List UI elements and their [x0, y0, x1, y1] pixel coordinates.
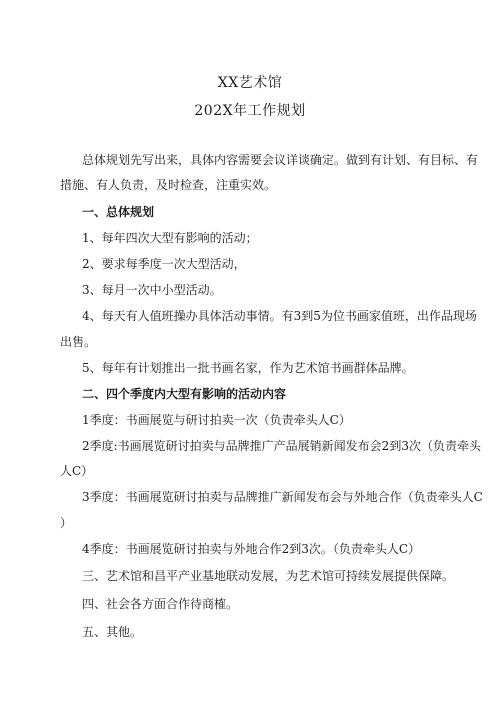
- plan-item-3: 3、每月一次中小型活动。: [82, 283, 222, 297]
- plan-item-5: 5、每年有计划推出一批书画名家，作为艺术馆书画群体品牌。: [82, 361, 414, 375]
- plan-item-4-line-2: 出售。: [60, 335, 97, 349]
- document-title-plan: [0, 100, 500, 120]
- section-heading-1: 一、总体规划: [82, 205, 155, 219]
- plan-item-2: 2、要求每季度一次大型活动，: [82, 257, 246, 271]
- section-heading-2: 二、四个季度内大型有影响的活动内容: [82, 387, 287, 401]
- plan-title: 202X年工作规划: [194, 103, 306, 119]
- quarter-1-item: 1季度：书画展览与研讨拍卖一次（负责牵头人C）: [82, 413, 351, 427]
- intro-paragraph-line-2: 措施、有人负责，及时检查，注重实效。: [60, 178, 277, 192]
- section-heading-3: 三、艺术馆和昌平产业基地联动发展，为艺术馆可持续发展提供保障。: [82, 569, 455, 583]
- quarter-2-item-line-2: 人C）: [60, 464, 94, 478]
- intro-paragraph-line-1: 总体规划先写出来，具体内容需要会议详谈确定。做到有计划、有目标、有: [82, 153, 479, 167]
- section-heading-5: 五、其他。: [82, 625, 143, 639]
- org-name: XX艺术馆: [217, 75, 283, 91]
- document-title-org: [0, 72, 500, 92]
- section-heading-4: 四、社会各方面合作待商榷。: [82, 597, 239, 611]
- quarter-3-item-line-2: ）: [60, 516, 73, 530]
- plan-item-4-line-1: 4、每天有人值班操办具体活动事情。有3到5为位书画家值班，出作品现场: [82, 309, 477, 323]
- plan-item-1: 1、每年四次大型有影响的活动；: [82, 231, 258, 245]
- quarter-3-item-line-1: 3季度：书画展览研讨拍卖与品牌推广新闻发布会与外地合作（负责牵头人C: [82, 490, 483, 504]
- quarter-4-item: 4季度：书画展览研讨拍卖与外地合作2到3次。（负责牵头人C）: [82, 542, 421, 556]
- quarter-2-item-line-1: 2季度:书画展览研讨拍卖与品牌推广产品展销新闻发布会2到3次（负责牵头: [82, 439, 481, 453]
